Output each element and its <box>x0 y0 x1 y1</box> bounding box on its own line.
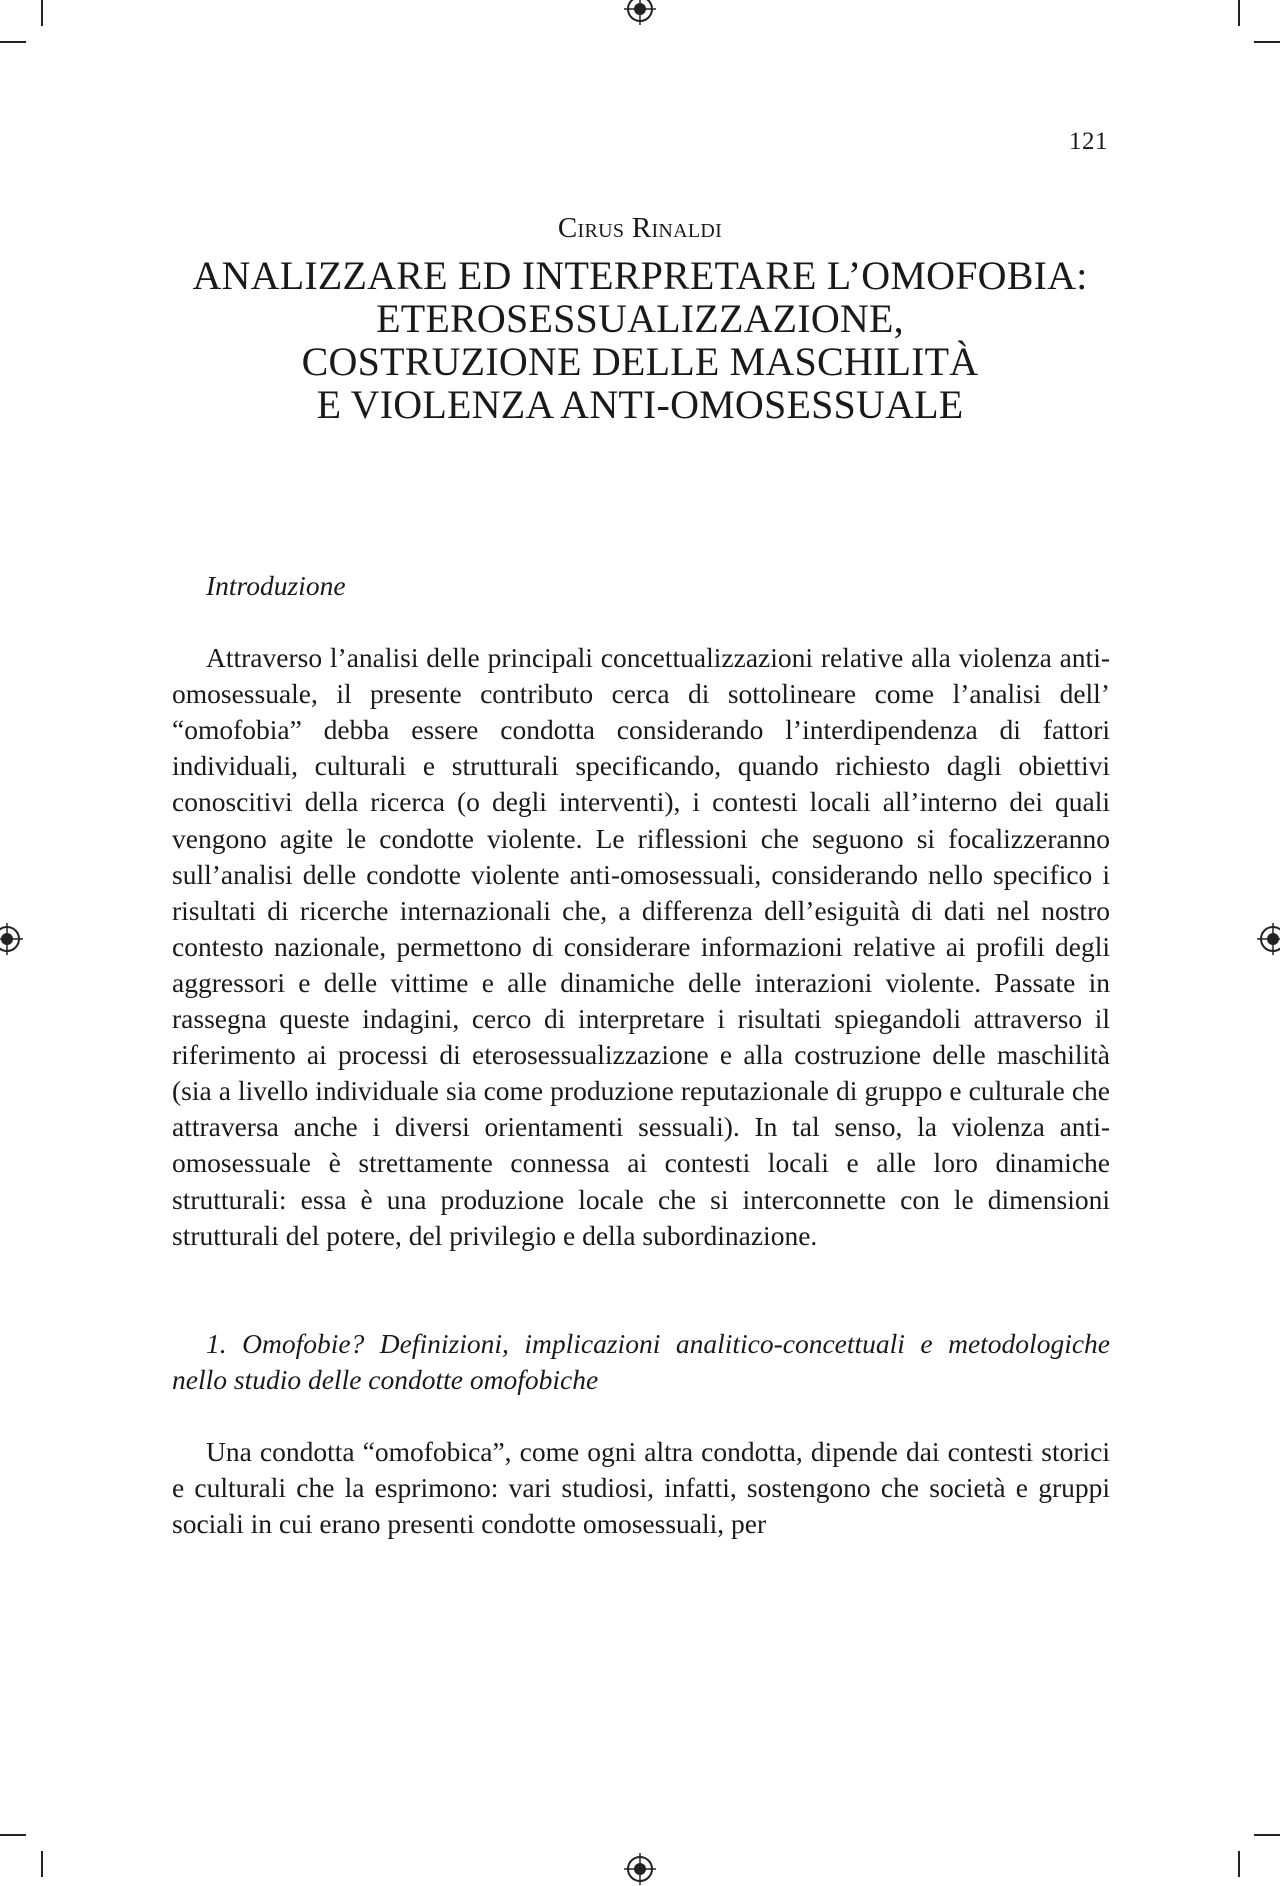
crop-mark-bottom-left-vertical <box>41 1851 43 1877</box>
article-title <box>172 254 1108 426</box>
title-line: ETEROSESSUALIZZAZIONE, <box>376 296 904 341</box>
registration-target-icon <box>623 1852 657 1886</box>
page-number: 121 <box>1069 128 1108 155</box>
crop-mark-top-right-horizontal <box>1254 41 1280 43</box>
crop-mark-bottom-left-horizontal <box>0 1834 26 1836</box>
section-1-heading: 1. Omofobie? Definizioni, implicazioni analitico-concettuali e metodologiche nello studio delle condotte omofobiche <box>172 1327 1110 1395</box>
intro-paragraph: Attraverso l’analisi delle principali concettualizzazioni relative alla violenza anti-omosessuale, il presente contributo cerca di sottolineare come l’analisi dell’ “omofobia” debba essere condotta considerando l’interdipendenza di fattori individuali, culturali e strutturali specificando, quando richiesto dagli obiettivi conoscitivi della ricerca (o degli interventi), i contesti locali all’interno dei quali vengono agite le condotte violente. Le riflessioni che seguono si focalizzeranno sull’analisi delle condotte violente anti-omosessuali, considerando nello specifico i risultati di ricerche internazionali che, a differenza dell’esiguità di dati nel nostro contesto nazionale, permettono di considerare informazioni relative ai profili degli aggressori e delle vittime e alle dinamiche delle interazioni violente. Passate in rassegna queste indagini, cerco di interpretare i risultati spiegandoli attraverso il riferimento ai processi di eterosessualizzazione e alla costruzione delle maschilità (sia a livello individuale sia come produzione reputazionale di gruppo e culturale che attraversa anche i diversi orientamenti sessuali). In tal senso, la violenza anti-omosessuale è strettamente connessa ai contesti locali e alle loro dinamiche strutturali: essa è una produzione locale che si interconnette con le dimensioni strutturali del potere, del privilegio e della subordinazione. <box>172 642 1110 1251</box>
title-line: COSTRUZIONE DELLE MASCHILITÀ <box>301 339 979 384</box>
registration-target-icon <box>623 0 657 26</box>
crop-mark-bottom-right-vertical <box>1238 1851 1240 1877</box>
crop-mark-top-left-horizontal <box>0 41 26 43</box>
registration-target-icon <box>0 922 24 956</box>
title-line: ANALIZZARE ED INTERPRETARE L’OMOFOBIA: <box>192 253 1088 298</box>
section-1-paragraph: Una condotta “omofobica”, come ogni altra condotta, dipende dai contesti storici e culturali che la esprimono: vari studiosi, infatti, sostengono che società e gruppi sociali in cui erano presenti condotte omosessuali, per <box>172 1435 1110 1540</box>
crop-mark-bottom-right-horizontal <box>1254 1834 1280 1836</box>
crop-mark-top-right-vertical <box>1238 0 1240 26</box>
title-line: E VIOLENZA ANTI-OMOSESSUALE <box>316 382 964 427</box>
intro-heading: Introduzione <box>206 570 346 601</box>
crop-mark-top-left-vertical <box>41 0 43 26</box>
author-name: Cirus Rinaldi <box>557 212 723 244</box>
article-header <box>172 208 1108 426</box>
registration-target-icon <box>1256 922 1280 956</box>
article-body <box>172 568 1110 1542</box>
